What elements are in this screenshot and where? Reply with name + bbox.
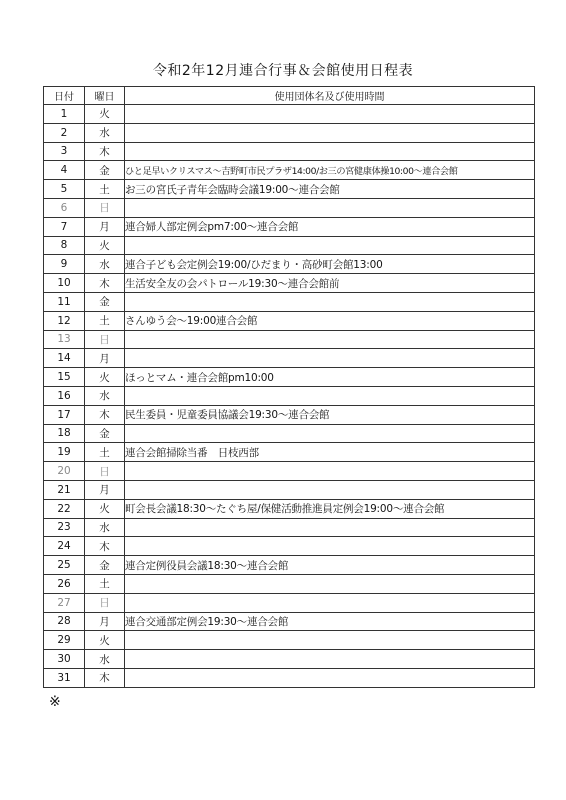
event-cell — [125, 198, 535, 217]
table-row — [44, 161, 535, 180]
event-cell: 連合婦人部定例会pm7:00〜連合会館 — [125, 217, 535, 236]
weekday-cell: 金 — [85, 556, 125, 575]
event-cell — [125, 424, 535, 443]
event-cell — [125, 537, 535, 556]
table-row — [44, 574, 535, 593]
table-row — [44, 405, 535, 424]
event-cell — [125, 349, 535, 368]
table-row — [44, 368, 535, 387]
weekday-cell: 日 — [85, 593, 125, 612]
event-cell: 連合定例役員会議18:30〜連合会館 — [125, 556, 535, 575]
weekday-cell: 火 — [85, 236, 125, 255]
weekday-cell: 水 — [85, 650, 125, 669]
weekday-cell: 日 — [85, 330, 125, 349]
event-cell — [125, 650, 535, 669]
event-cell: さんゆう会〜19:00連合会館 — [125, 311, 535, 330]
table-row — [44, 556, 535, 575]
table-row — [44, 180, 535, 199]
event-cell — [125, 142, 535, 161]
weekday-cell: 土 — [85, 311, 125, 330]
event-cell: ほっとマム・連合会館pm10:00 — [125, 368, 535, 387]
day-cell: 4 — [44, 161, 85, 180]
schedule-table — [43, 86, 535, 688]
day-cell: 10 — [44, 274, 85, 293]
weekday-cell: 木 — [85, 405, 125, 424]
weekday-cell: 木 — [85, 274, 125, 293]
table-row — [44, 612, 535, 631]
day-cell: 24 — [44, 537, 85, 556]
table-row — [44, 650, 535, 669]
day-cell: 31 — [44, 668, 85, 687]
table-row — [44, 631, 535, 650]
header-weekday: 曜日 — [85, 87, 125, 105]
weekday-cell: 火 — [85, 631, 125, 650]
day-cell: 6 — [44, 198, 85, 217]
event-cell — [125, 386, 535, 405]
day-cell: 16 — [44, 386, 85, 405]
event-cell — [125, 105, 535, 124]
day-cell: 21 — [44, 480, 85, 499]
event-cell — [125, 236, 535, 255]
weekday-cell: 日 — [85, 198, 125, 217]
page-title: 令和2年12月連合行事＆会館使用日程表 — [152, 63, 414, 79]
day-cell: 2 — [44, 123, 85, 142]
event-cell — [125, 574, 535, 593]
weekday-cell: 月 — [85, 217, 125, 236]
table-row — [44, 462, 535, 481]
day-cell: 23 — [44, 518, 85, 537]
table-row — [44, 443, 535, 462]
day-cell: 28 — [44, 612, 85, 631]
event-cell: 連合交通部定例会19:30〜連合会館 — [125, 612, 535, 631]
weekday-cell: 水 — [85, 255, 125, 274]
weekday-cell: 金 — [85, 292, 125, 311]
weekday-cell: 土 — [85, 180, 125, 199]
weekday-cell: 土 — [85, 443, 125, 462]
event-cell — [125, 593, 535, 612]
event-cell — [125, 518, 535, 537]
day-cell: 26 — [44, 574, 85, 593]
weekday-cell: 水 — [85, 386, 125, 405]
day-cell: 1 — [44, 105, 85, 124]
day-cell: 13 — [44, 330, 85, 349]
table-row — [44, 217, 535, 236]
footnote-mark: ※ — [49, 694, 61, 710]
table-row — [44, 142, 535, 161]
day-cell: 14 — [44, 349, 85, 368]
table-row — [44, 668, 535, 687]
weekday-cell: 土 — [85, 574, 125, 593]
day-cell: 22 — [44, 499, 85, 518]
day-cell: 12 — [44, 311, 85, 330]
table-row — [44, 330, 535, 349]
table-row — [44, 593, 535, 612]
weekday-cell: 火 — [85, 368, 125, 387]
weekday-cell: 日 — [85, 462, 125, 481]
event-cell: 連合会館掃除当番 日枝西部 — [125, 443, 535, 462]
event-cell — [125, 462, 535, 481]
day-cell: 25 — [44, 556, 85, 575]
table-row — [44, 274, 535, 293]
table-row — [44, 480, 535, 499]
event-cell: 町会長会議18:30〜たぐち屋/保健活動推進員定例会19:00〜連合会館 — [125, 499, 535, 518]
weekday-cell: 月 — [85, 612, 125, 631]
table-row — [44, 292, 535, 311]
table-row — [44, 386, 535, 405]
table-row — [44, 349, 535, 368]
day-cell: 15 — [44, 368, 85, 387]
day-cell: 27 — [44, 593, 85, 612]
event-cell — [125, 480, 535, 499]
day-cell: 3 — [44, 142, 85, 161]
event-cell — [125, 123, 535, 142]
day-cell: 9 — [44, 255, 85, 274]
table-row — [44, 105, 535, 124]
weekday-cell: 木 — [85, 668, 125, 687]
day-cell: 5 — [44, 180, 85, 199]
day-cell: 11 — [44, 292, 85, 311]
day-cell: 30 — [44, 650, 85, 669]
table-row — [44, 537, 535, 556]
table-row — [44, 236, 535, 255]
weekday-cell: 木 — [85, 537, 125, 556]
weekday-cell: 木 — [85, 142, 125, 161]
table-row — [44, 311, 535, 330]
event-cell: 民生委員・児童委員協議会19:30〜連合会館 — [125, 405, 535, 424]
event-cell — [125, 330, 535, 349]
weekday-cell: 金 — [85, 161, 125, 180]
weekday-cell: 月 — [85, 349, 125, 368]
header-day: 日付 — [44, 87, 85, 105]
table-header-row — [44, 87, 535, 105]
event-cell — [125, 292, 535, 311]
header-events: 使用団体名及び使用時間 — [125, 87, 535, 105]
day-cell: 19 — [44, 443, 85, 462]
day-cell: 18 — [44, 424, 85, 443]
weekday-cell: 水 — [85, 518, 125, 537]
weekday-cell: 火 — [85, 105, 125, 124]
weekday-cell: 火 — [85, 499, 125, 518]
weekday-cell: 月 — [85, 480, 125, 499]
day-cell: 29 — [44, 631, 85, 650]
table-row — [44, 123, 535, 142]
day-cell: 17 — [44, 405, 85, 424]
day-cell: 7 — [44, 217, 85, 236]
table-row — [44, 255, 535, 274]
event-cell — [125, 631, 535, 650]
event-cell — [125, 668, 535, 687]
weekday-cell: 金 — [85, 424, 125, 443]
table-row — [44, 424, 535, 443]
table-row — [44, 499, 535, 518]
day-cell: 8 — [44, 236, 85, 255]
event-cell: 連合子ども会定例会19:00/ひだまり・高砂町会館13:00 — [125, 255, 535, 274]
table-row — [44, 198, 535, 217]
event-cell: 生活安全友の会パトロール19:30〜連合会館前 — [125, 274, 535, 293]
event-cell: お三の宮氏子青年会臨時会議19:00〜連合会館 — [125, 180, 535, 199]
table-row — [44, 518, 535, 537]
event-cell: ひと足早いクリスマス〜吉野町市民プラザ14:00/お三の宮健康体操10:00〜連合会館 — [125, 161, 535, 180]
weekday-cell: 水 — [85, 123, 125, 142]
day-cell: 20 — [44, 462, 85, 481]
